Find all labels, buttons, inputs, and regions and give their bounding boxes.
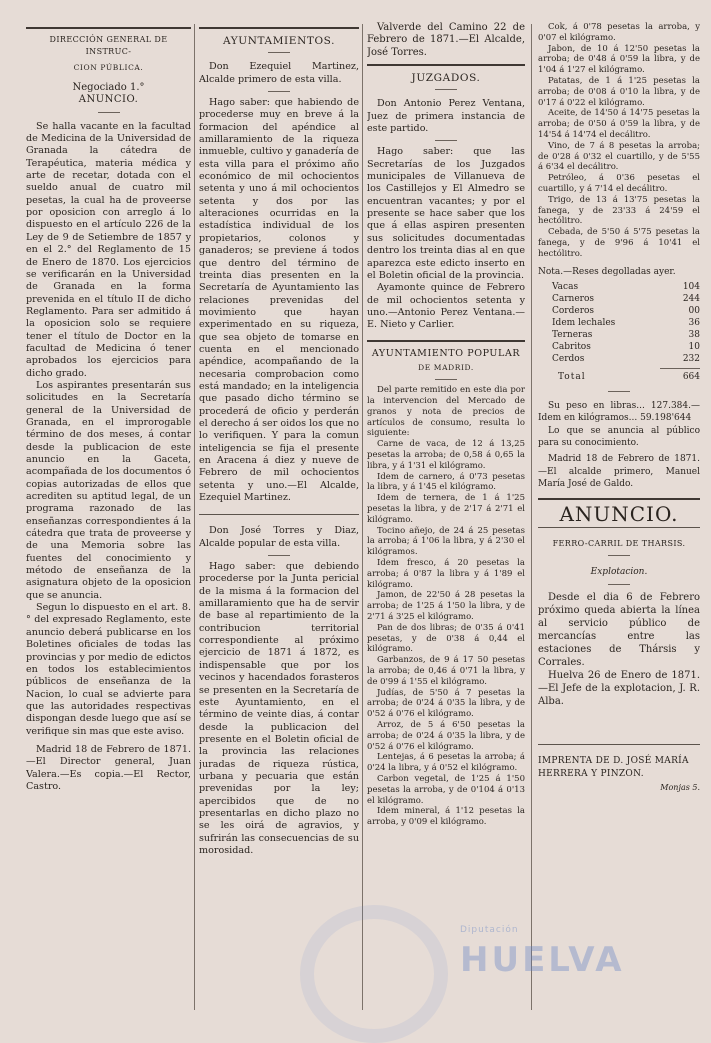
price-item: Petróleo, á 0'36 pesetas el cuartillo, y á 7'14 el decálitro.: [538, 173, 700, 194]
price-item: Idem de ternera, de 1 á 1'25 pesetas la libra, y de 2'17 á 2'71 el kilógramo.: [367, 493, 525, 525]
paragraph: Hago saber: que habiendo de procederse muy en breve á la formacion del apéndice al amillaramiento de la riqueza inmueble, cultivo y ganadería de esta villa para el próximo año económico de mil ochocientos setenta y uno á mil ochocientos setenta y dos por las alteraciones ocurridas en la estadística individual de los propietarios, colonos y ganaderos; se previene á todos que dentro del término de treinta dias presenten en la Secretaría de Ayuntamiento las relaciones prevenidas del movimiento que hayan experimentado en su riqueza, que sea objeto de tomarse en cuenta en el mencionado apéndice, acompañando de la necesaria comprobacion como está mandado; en la inteligencia que pasado dicho término se procederá de oficio y perderán el derecho á ser oidos los que no lo verifiquen. Y para la comun inteligencia se fija el presente en Aracena á diez y nueve de Febrero de mil ochocientos setenta y uno.—El Alcalde, Ezequiel Martinez.: [199, 97, 359, 504]
watermark-logo: HUELVA: [460, 940, 625, 980]
stats-value: 10: [688, 341, 700, 352]
divider: [98, 112, 120, 113]
signature-paragraph: Madrid 18 de Febrero de 1871.—El alcalde primero, Manuel María José de Galdo.: [538, 454, 700, 489]
divider: [435, 379, 457, 380]
section-header: AYUNTAMIENTO POPULAR: [371, 347, 521, 359]
price-item: Idem mineral, á 1'12 pesetas la arroba, y 0'09 el kilógramo.: [367, 806, 525, 828]
column-rule: [531, 24, 532, 1010]
top-rule: [199, 27, 359, 29]
divider: [538, 744, 700, 745]
paragraph: Del parte remitido en este dia por la intervencion del Mercado de granos y nota de precios de artículos de consumo, resulta lo siguiente:: [367, 385, 525, 439]
divider: [538, 527, 700, 528]
stats-value: 232: [682, 353, 700, 364]
column-3: [367, 22, 525, 1014]
stats-row: [538, 305, 700, 317]
section-subheader: Explotacion.: [590, 566, 648, 577]
section-header: FERRO-CARRIL DE THARSIS.: [552, 538, 686, 548]
column-2: [199, 22, 359, 1014]
divider: [660, 368, 700, 369]
divider: [608, 391, 630, 392]
stats-label: Cabritos: [552, 341, 591, 352]
anuncio-title: ANUNCIO.: [78, 94, 139, 106]
signature-paragraph: Madrid 18 de Febrero de 1871.—El Director general, Juan Valera.—Es copia.—El Rector, Castro.: [26, 743, 191, 792]
price-item: Cebada, de 5'50 á 5'75 pesetas la fanega, y de 9'96 á 10'41 el hectólitro.: [538, 227, 700, 259]
author-line: Don Ezequiel Martinez, Alcalde primero de esta villa.: [199, 61, 359, 85]
section-header: AYUNTAMIENTOS.: [222, 35, 336, 47]
divider: [435, 89, 457, 90]
watermark-seal-icon: [300, 905, 448, 1043]
price-item: Jabon, de 10 á 12'50 pesetas la arroba; de 0'48 á 0'59 la libra, y de 1'04 á 1'27 el kilógramo.: [538, 43, 700, 76]
divider: [367, 64, 525, 66]
top-rule: [26, 27, 191, 29]
column-rule: [362, 24, 363, 1010]
paragraph: Lo que se anuncia al público para su conocimiento.: [538, 425, 700, 448]
paragraph: Ayamonte quince de Febrero de mil ochocientos setenta y uno.—Antonio Perez Ventana.—E. Nieto y Carlier.: [367, 282, 525, 331]
price-item: Patatas, de 1 á 1'25 pesetas la arroba; de 0'08 á 0'10 la libra, y de 0'17 á 0'22 el kilógramo.: [538, 75, 700, 108]
price-item: Jamon, de 22'50 á 28 pesetas la arroba; de 1'25 á 1'50 la libra, y de 2'71 á 3'25 el kilógramo.: [367, 590, 525, 622]
stats-row: [538, 317, 700, 329]
divider: [268, 91, 290, 92]
divider: [608, 584, 630, 585]
stats-row: [538, 281, 700, 293]
stats-label: Terneras: [552, 329, 593, 340]
divider: [268, 52, 290, 53]
price-item: Garbanzos, de 9 á 17 50 pesetas la arroba; de 0,46 á 0'71 la libra, y de 0'99 á 1'55 el kilógramo.: [367, 655, 525, 687]
signature-paragraph: Valverde del Camino 22 de Febrero de 1871.—El Alcalde, José Torres.: [367, 22, 525, 58]
imprenta-line: IMPRENTA DE D. JOSÉ MARÍA HERRERA Y PINZON.: [538, 756, 689, 779]
price-item: Pan de dos libras; de 0'35 á 0'41 pesetas, y de 0'38 á 0,44 el kilógramo.: [367, 622, 525, 655]
stats-row: [538, 293, 700, 305]
anuncio-title: ANUNCIO.: [559, 502, 679, 527]
stats-label: Corderos: [552, 305, 595, 316]
signature-paragraph: Huelva 26 de Enero de 1871.—El Jefe de la explotacion, J. R. Alba.: [538, 670, 700, 708]
stats-row: [538, 341, 700, 353]
total-label: Total: [558, 371, 586, 382]
divider: [268, 555, 290, 556]
stats-value: 00: [688, 305, 700, 316]
divider: [435, 140, 457, 141]
paragraph: Desde el dia 6 de Febrero próximo queda abierta la línea al servicio público de mercancías entre las estaciones de Thársis y Corrales.: [538, 592, 700, 669]
divider: [538, 498, 700, 500]
author-line: Don Antonio Perez Ventana, Juez de primera instancia de este partido.: [367, 98, 525, 135]
stats-label: Carneros: [552, 293, 595, 304]
price-item: Aceite, de 14'50 á 14'75 pesetas la arroba; de 0'50 á 0'59 la libra, y de 14'54 á 14'74 el decálitro.: [538, 108, 700, 140]
section-header: DIRECCIÓN GENERAL DE INSTRUC-: [49, 35, 168, 57]
stats-row: [538, 353, 700, 365]
paragraph: Su peso en libras... 127.384.—Idem en kilógramos... 59.198'644: [538, 400, 700, 424]
price-item: Cok, á 0'78 pesetas la arroba, y 0'07 el kilógramo.: [538, 22, 700, 43]
price-item: Arroz, de 5 á 6'50 pesetas la arroba; de 0'24 á 0'35 la libra, y de 0'52 á 0'76 el kilógramo.: [367, 719, 525, 752]
divider: [199, 514, 359, 515]
stats-table: [538, 281, 700, 365]
price-item: Carne de vaca, de 12 á 13,25 pesetas la arroba; de 0,58 á 0,65 la libra, y á 1'31 el kilógramo.: [367, 439, 525, 471]
paragraph: Hago saber: que las Secretarías de los Juzgados municipales de Villanueva de los Castillejos y El Almedro se encuentran vacantes; y por el presente se hace saber que los que á ellas aspiren presenten sus solicitudes documentadas dentro los treinta dias al en que aparezca este edicto inserto en el Boletin oficial de la provincia.: [367, 146, 525, 281]
imprenta-address: Monjas 5.: [660, 783, 700, 792]
stats-row: [538, 329, 700, 341]
divider: [367, 340, 525, 342]
price-item: Vino, de 7 á 8 pesetas la arroba; de 0'28 á 0'32 el cuartillo, y de 5'55 á 6'34 el decálitro.: [538, 140, 700, 173]
price-item: Idem de carnero, á 0'73 pesetas la libra, y á 1'45 el kilógramo.: [367, 471, 525, 493]
total-value: 664: [682, 371, 700, 382]
price-item: Idem fresco, á 20 pesetas la arroba; á 0'87 la libra y á 1'89 el kilógramo.: [367, 558, 525, 590]
stats-label: Idem lechales: [552, 317, 616, 328]
stats-label: Cerdos: [552, 353, 585, 364]
section-subheader: CION PÚBLICA.: [73, 62, 144, 72]
stats-value: 38: [688, 329, 700, 340]
watermark-label: Diputación: [460, 925, 519, 935]
section-header: JUZGADOS.: [411, 72, 481, 85]
stats-value: 244: [682, 293, 700, 304]
price-item: Trigo, de 13 á 13'75 pesetas la fanega, y de 23'33 á 24'59 el hectólitro.: [538, 194, 700, 227]
price-item: Tocino añejo, de 24 á 25 pesetas la arroba; á 1'06 la libra, y á 2'30 el kilógramos.: [367, 525, 525, 558]
paragraph: Hago saber: que debiendo procederse por la Junta pericial de la misma á la formacion del amillaramiento que ha de servir de base al repartimiento de la contribucion territorial correspondiente al próximo ejercicio de 1871 á 1872, es indispensable que por los vecinos y hacendados forasteros se presenten en la Secretaría de este Ayuntamiento, en el término de veinte dias, á contar desde la publicacion del presente en el Boletin oficial de la provincia las relaciones juradas de riqueza rústica, urbana y pecuaria que están prevenidas por la ley; apercibidos que de no presentarlas en dicho plazo no se les oirá de agravios, y sufrirán las consecuencias de su morosidad.: [199, 561, 359, 856]
price-item: Carbon vegetal, de 1'25 á 1'50 pesetas la arroba, y de 0'104 á 0'13 el kilógramo.: [367, 773, 525, 806]
column-4: [538, 22, 700, 1014]
divider: [608, 555, 630, 556]
price-item: Lentejas, á 6 pesetas la arroba; á 0'24 la libra, y á 0'52 el kilógramo.: [367, 752, 525, 774]
stats-value: 36: [688, 317, 700, 328]
stats-label: Vacas: [552, 281, 579, 292]
negociado-label: Negociado 1.°: [72, 82, 145, 94]
paragraph: Los aspirantes presentarán sus solicitudes en la Secretaría general de la Universidad de Granada, en el improrogable término de dos meses, á contar desde la publicacion de este anuncio en la Gaceta, acompañada de los documentos ó copias autorizadas de ellos que acrediten su aptitud legal, de un programa razonado de las enseñanzas correspondientes á la cátedra que trata de proveerse y de una Memoria sobre las fuentes del conocimiento y método de enseñanza de la asignatura objeto de la oposicion que se anuncia.: [26, 379, 191, 601]
section-subheader: DE MADRID.: [418, 362, 474, 372]
price-item: Judías, de 5'50 á 7 pesetas la arroba; de 0'24 á 0'35 la libra, y de 0'52 á 0'76 el kilógramo.: [367, 687, 525, 720]
paragraph: Se halla vacante en la facultad de Medicina de la Universidad de Granada la cátedra de Terapéutica, materia médica y arte de recetar, dotada con el sueldo anual de cuatro mil pesetas, la cual ha de proveerse por oposicion con arreglo á lo dispuesto en el artículo 226 de la Ley de 9 de Setiembre de 1857 y en el 2.° del Reglamento de 15 de Enero de 1870. Los ejercicios se verificarán en la Universidad de Granada en la forma prevenida en el título II de dicho Reglamento. Para ser admitido á la oposicion solo se requiere tener el título de Doctor en la facultad de Medicina ó tener aprobados los ejercicios para dicho grado.: [26, 120, 191, 379]
stats-value: 104: [682, 281, 700, 292]
nota-heading: Nota.—Reses degolladas ayer.: [538, 266, 676, 277]
paragraph: Segun lo dispuesto en el art. 8.° del expresado Reglamento, este anuncio deberá publicarse en los Boletines oficiales de todas las provincias y por medio de edictos en todos los establecimientos públicos de enseñanza de la Nacion, lo cual se advierte para que las autoridades respectivas dispongan desde luego que así se verifique sin mas que este aviso.: [26, 602, 191, 737]
total-row: [538, 371, 700, 383]
author-line: Don José Torres y Diaz, Alcalde popular de esta villa.: [199, 525, 359, 549]
column-1: [26, 22, 191, 1014]
column-rule: [194, 24, 195, 1010]
